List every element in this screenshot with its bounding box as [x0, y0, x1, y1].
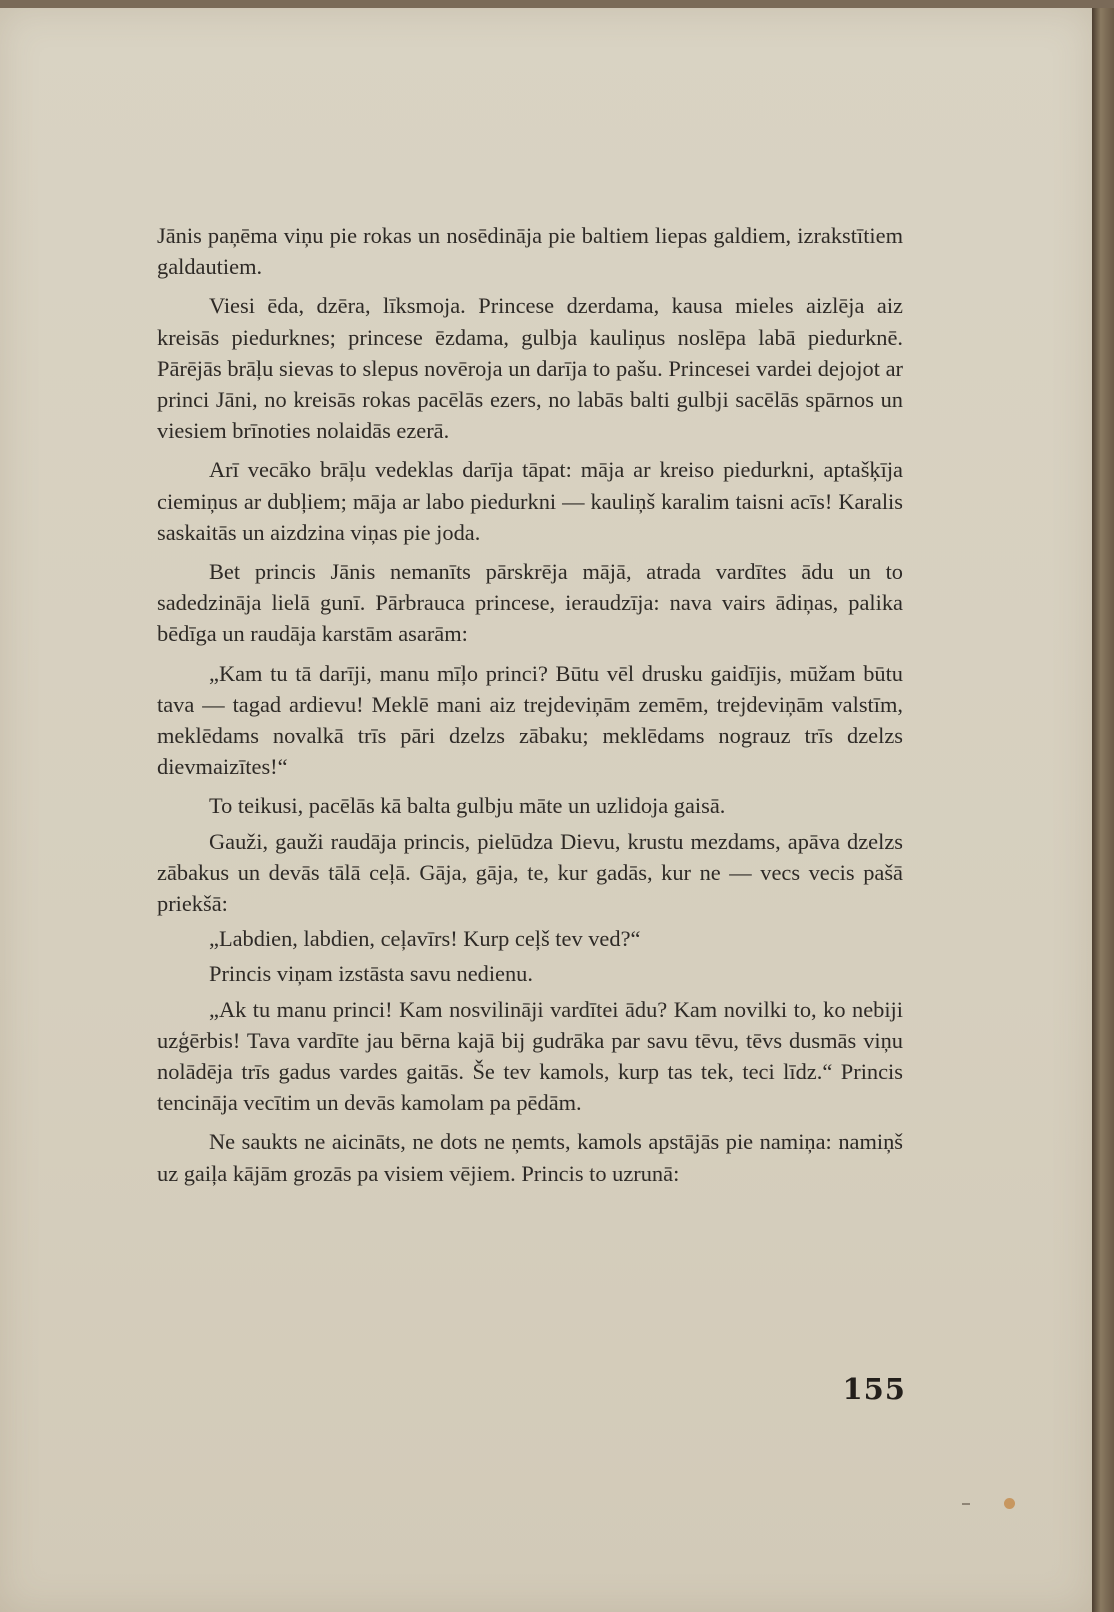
paragraph: Arī vecāko brāļu vedeklas darīja tāpat: māja ar kreiso piedurkni, aptašķīja ciemiņus ar dubļiem; māja ar labo piedurkni — kauliņš karalim taisni acīs! Karalis saskaitās un aizdzina viņas pie joda. [157, 457, 903, 545]
paragraph: „Labdien, labdien, ceļavīrs! Kurp ceļš tev ved?“ [209, 926, 641, 952]
body-text [157, 220, 903, 1197]
paragraph: „Ak tu manu princi! Kam nosvilināji vardītei ādu? Kam novilki to, ko nebiji uzģērbis! Tava vardīte jau bērna kajā bij gudrāka par savu tēvu, tēvs dusmās viņu nolādēja trīs gadus vardes gaitās. Še tev kamols, kurp tas tek, teci līdz.“ Princis tencināja vecītim un devās kamolam pa pēdām. [157, 996, 903, 1116]
paragraph: To teikusi, pacēlās kā balta gulbju māte un uzlidoja gaisā. [209, 793, 726, 819]
paragraph: Gauži, gauži raudāja princis, pielūdza Dievu, krustu mezdams, apāva dzelzs zābakus un devās tālā ceļā. Gāja, gāja, te, kur gadās, kur ne — vecs vecis pašā priekšā: [157, 828, 903, 917]
page-edge [1092, 8, 1114, 1612]
paragraph: Jānis paņēma viņu pie rokas un nosēdināja pie baltiem liepas galdiem, izrakstītiem galdautiem. [157, 223, 903, 280]
paper-mark [962, 1503, 970, 1505]
paragraph: Viesi ēda, dzēra, līksmoja. Princese dzerdama, kausa mieles aizlēja aiz kreisās piedurknes; princese ēzdama, gulbja kauliņus noslēpa labā piedurknē. Pārējās brāļu sievas to slepus novēroja un darīja to pašu. Princesei vardei dejojot ar princi Jāni, no kreisās rokas pacēlās ezers, no labās balti gulbji sacēlās spārnos un viesiem brīnoties nolaidās ezerā. [157, 293, 903, 444]
paper-stain [1004, 1498, 1015, 1509]
paragraph: Princis viņam izstāsta savu nedienu. [209, 961, 533, 987]
paragraph: „Kam tu tā darīji, manu mīļo princi? Būtu vēl drusku gaidījis, mūžam būtu tava — tagad ardievu! Meklē mani aiz trejdeviņām zemēm, trejdeviņām valstīm, meklēdams novalkā trīs pāri dzelzs zābaku; meklēdams nograuz trīs dzelzs dievmaizītes!“ [157, 660, 903, 780]
paragraph: Bet princis Jānis nemanīts pārskrēja mājā, atrada vardītes ādu un to sadedzināja lielā gunī. Pārbrauca princese, ieraudzīja: nava vairs ādiņas, palika bēdīga un raudāja karstām asarām: [157, 559, 903, 647]
paragraph: Ne saukts ne aicināts, ne dots ne ņemts, kamols apstājās pie namiņa: namiņš uz gaiļa kājām grozās pa visiem vējiem. Princis to uzrunā: [157, 1129, 903, 1186]
page-number: 155 [842, 1372, 906, 1406]
